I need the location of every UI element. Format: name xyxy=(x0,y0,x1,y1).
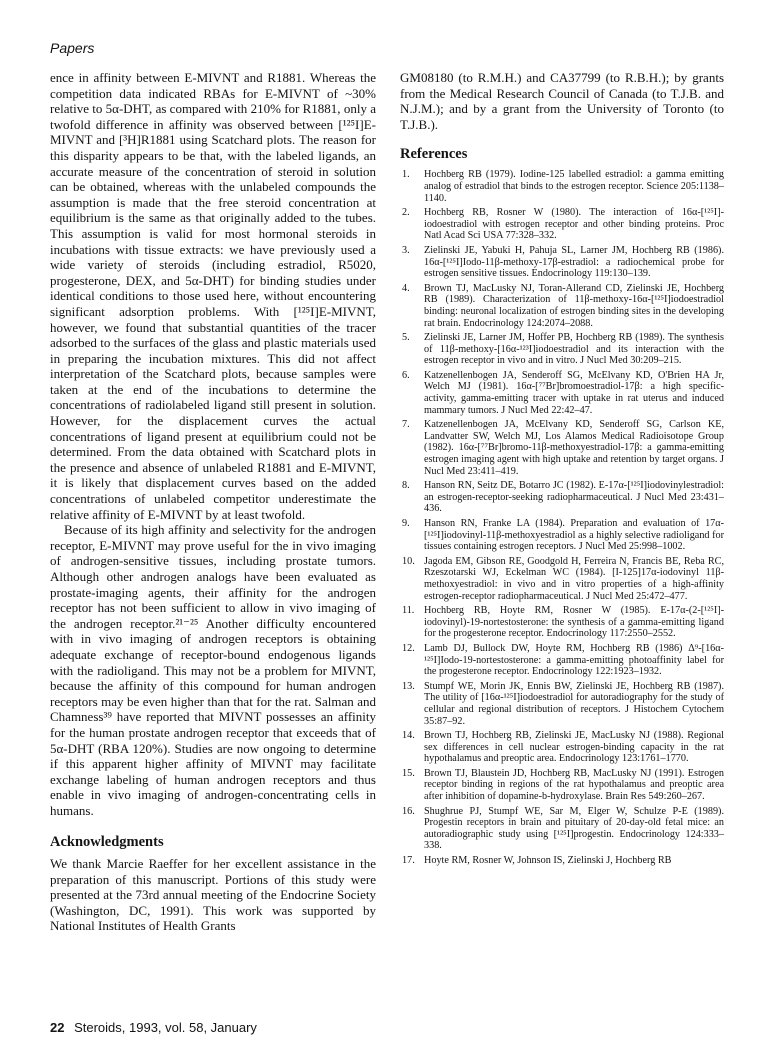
reference-number: 1. xyxy=(402,169,410,181)
reference-number: 12. xyxy=(402,642,415,654)
reference-item xyxy=(400,768,724,803)
reference-item xyxy=(400,518,724,553)
reference-item xyxy=(400,681,724,727)
reference-number: 10. xyxy=(402,555,415,567)
reference-item xyxy=(400,730,724,765)
discussion-paragraph-2: Because of its high affinity and selectivity for the androgen receptor, E-MIVNT may prove useful for the in vivo imaging of androgen-sensitive tissues, including prostate tumors. Although other androgen analogs have been evaluated as prostate-imaging agents, their affinity for the androgen receptor has not been sufficient to allow in vivo imaging of the androgen receptor.²¹⁻²⁵ Another difficulty encountered with in vivo imaging of androgen receptors is obtaining adequate exchange of receptor-bound endogenous ligands with the radioligand. This may not be a problem for MIVNT, because the affinity of this compound for human androgen receptors may be even higher than that for the rat. Salman and Chamness³⁹ have reported that MIVNT possesses an affinity for the human prostate androgen receptor that exceeds that of 5α-DHT (RBA 120%). Studies are now ongoing to determine if this apparent higher affinity of MIVNT may facilitate exchange labeling of human androgen receptors and thus enable in vivo imaging of androgen-concentrating cells in humans. xyxy=(50,522,376,818)
reference-text: Brown TJ, MacLusky NJ, Toran-Allerand CD, Zielinski JE, Hochberg RB (1989). Characterization of 11β-methoxy-16α-[¹²⁵I]iodoestradiol binding: neuronal localization of estrogen binding sites in the developing rat brain. Endocrinology 124:2074–2088. xyxy=(424,282,724,329)
reference-item xyxy=(400,370,724,416)
reference-number: 4. xyxy=(402,282,410,294)
reference-number: 13. xyxy=(402,680,415,692)
reference-number: 5. xyxy=(402,332,410,344)
reference-text: Hoyte RM, Rosner W, Johnson IS, Zielinski J, Hochberg RB xyxy=(424,855,672,867)
left-column xyxy=(50,70,376,934)
reference-list xyxy=(400,169,724,866)
reference-text: Hochberg RB, Rosner W (1980). The interaction of 16α-[¹²⁵I]-iodoestradiol with estrogen receptor and other binding proteins. Proc Natl Acad Sci USA 77:328–332. xyxy=(424,207,724,242)
reference-item xyxy=(400,605,724,640)
acknowledgments-heading: Acknowledgments xyxy=(50,833,164,850)
acknowledgments-text: We thank Marcie Raeffer for her excellent assistance in the preparation of this manuscript. Portions of this study were presented at the 73rd annual meeting of the Endocrine Society (Washington, DC, 1991). This work was supported by National Institutes of Health Grants xyxy=(50,856,376,934)
reference-item xyxy=(400,283,724,329)
reference-item xyxy=(400,169,724,204)
reference-text: Zielinski JE, Larner JM, Hoffer PB, Hochberg RB (1989). The synthesis of 11β-methoxy-[16α-¹²³I]iodoestradiol and its interaction with the estrogen receptor in vivo and in vitro. J Nucl Med 30:209–215. xyxy=(424,332,724,367)
reference-item xyxy=(400,332,724,367)
references-heading: References xyxy=(400,146,468,163)
reference-number: 14. xyxy=(402,730,415,742)
reference-number: 6. xyxy=(402,369,410,381)
right-column xyxy=(400,70,724,870)
reference-text: Jagoda EM, Gibson RE, Goodgold H, Ferreira N, Francis BE, Reba RC, Rzeszotarski WJ, Eckelman WC (1984). [I-125]17α-iodovinyl 11β-methoxyestradiol: in vivo and in vitro properties of a high-affinity estrogen-receptor radiopharmaceutical. J Nucl Med 25:472–477. xyxy=(424,555,724,602)
reference-item xyxy=(400,806,724,852)
section-label: Papers xyxy=(50,40,95,56)
discussion-paragraph-1: ence in affinity between E-MIVNT and R1881. Whereas the competition data indicated RBAs for E-MIVNT of ~30% relative to 5α-DHT, as compared with 210% for R1881, only a twofold difference in affinity was observed between [¹²⁵I]E-MIVNT and [³H]R1881 using Scatchard plots. The reason for this disparity appears to be that, with the labeled ligands, an accurate measure of the concentration of steroid in solution can be obtained, whereas with the unlabeled compounds the assumption is made that the free steroid concentration at equilibrium is the same as that originally added to the tubes. This assumption is valid for most hormonal steroids in incubations with tissue extracts: we have previously used a wide variety of steroids (including estradiol, R5020, progesterone, DEX, and 5α-DHT) for binding studies under identical conditions to those used here, without encountering significant adsorption problems. With [¹²⁵I]E-MIVNT, however, we found that substantial quantities of the tracer adsorbed to the surfaces of the glass and plastic materials used in preparing the incubation mixtures. This did not affect interpretation of the Scatchard plots, because samples were taken at the end of the incubations to determine the concentrations of radiolabeled ligand still present in solution. However, for the displacement curves the actual concentrations of ligand present at equilibrium could not be determined. From the data obtained with Scatchard plots in the presence and absence of unlabeled R1881 and E-MIVNT, it is likely that displacement curves based on the added concentrations of unlabeled competitor underestimate the relative affinity of E-MIVNT by at least twofold. xyxy=(50,70,376,522)
reference-text: Katzenellenbogen JA, McElvany KD, Senderoff SG, Carlson KE, Landvatter SW, Welch MJ, Los Alamos Medical Radioisotope Group (1982). 16α-[⁷⁷Br]bromo-11β-methoxyestradiol-17β: a gamma-emitting estrogen imaging agent with high uptake and retention by target organs. J Nucl Med 23:411–419. xyxy=(424,419,724,477)
reference-text: Brown TJ, Hochberg RB, Zielinski JE, MacLusky NJ (1988). Regional sex differences in cell nuclear estrogen-binding capacity in the rat hypothalamus and preoptic area. Endocrinology 123:1761–1770. xyxy=(424,730,724,765)
reference-item xyxy=(400,855,724,867)
reference-item xyxy=(400,419,724,477)
reference-number: 11. xyxy=(402,605,415,617)
reference-item xyxy=(400,643,724,678)
reference-number: 7. xyxy=(402,419,410,431)
reference-number: 17. xyxy=(402,855,415,867)
acknowledgments-continued: GM08180 (to R.M.H.) and CA37799 (to R.B.H.); by grants from the Medical Research Council of Canada (to T.J.B. and N.J.M.); and by a grant from the University of Toronto (to T.J.B.). xyxy=(400,70,724,132)
reference-number: 8. xyxy=(402,480,410,492)
reference-text: Hanson RN, Seitz DE, Botarro JC (1982). E-17α-[¹²⁵I]iodovinylestradiol: an estrogen-receptor-seeking radiopharmaceutical. J Nucl Med 23:431–436. xyxy=(424,480,724,515)
reference-text: Brown TJ, Blaustein JD, Hochberg RB, MacLusky NJ (1991). Estrogen receptor binding in regions of the rat hypothalamus and preoptic area after inhibition of dopamine-b-hydroxylase. Brain Res 549:260–267. xyxy=(424,767,724,803)
reference-text: Lamb DJ, Bullock DW, Hoyte RM, Hochberg RB (1986) Δ⁹-[16α-¹²⁵I]Iodo-19-nortestosterone: a gamma-emitting photoaffinity label for the progesterone receptor. Endocrinology 122:1923–1932. xyxy=(424,642,724,678)
reference-number: 3. xyxy=(402,244,410,256)
reference-item xyxy=(400,245,724,280)
reference-text: Hochberg RB, Hoyte RM, Rosner W (1985). E-17α-(2-[¹²⁵I]-iodovinyl)-19-nortestosterone: the synthesis of a gamma-emitting ligand for the progesterone receptor. Endocrinology 117:2550–2552. xyxy=(424,605,724,640)
journal-citation: Steroids, 1993, vol. 58, January xyxy=(74,1020,257,1035)
reference-number: 15. xyxy=(402,767,415,779)
reference-number: 9. xyxy=(402,518,410,529)
page-number: 22 xyxy=(50,1020,65,1035)
reference-item xyxy=(400,480,724,515)
reference-number: 16. xyxy=(402,805,415,817)
reference-text: Katzenellenbogen JA, Senderoff SG, McElvany KD, O'Brien HA Jr, Welch MJ (1981). 16α-[⁷⁷Br]bromoestradiol-17β: a high specific-activity, gamma-emitting tracer with uptake in rat uterus and induced mammary tumors. J Nucl Med 22:42–47. xyxy=(424,369,724,416)
page-footer xyxy=(50,1020,257,1035)
reference-item xyxy=(400,556,724,602)
reference-text: Shughrue PJ, Stumpf WE, Sar M, Elger W, Schulze P-E (1989). Progestin receptors in brain and pituitary of 20-day-old fetal mice: an autoradiographic study using [¹²⁵I]progestin. Endocrinology 124:333–338. xyxy=(424,805,724,852)
reference-text: Stumpf WE, Morin JK, Ennis BW, Zielinski JE, Hochberg RB (1987). The utility of [16α-¹²⁵I]iodoestradiol for autoradiography for the study of cellular and regional distribution of receptors. J Histochem Cytochem 35:87–92. xyxy=(424,680,724,727)
reference-text: Hanson RN, Franke LA (1984). Preparation and evaluation of 17α-[¹²⁵I]iodovinyl-11β-methoxyestradiol as a highly selective radioligand for tissues containing estrogen receptors. J Nucl Med 25:998–1002. xyxy=(424,518,724,553)
reference-text: Hochberg RB (1979). Iodine-125 labelled estradiol: a gamma emitting analog of estradiol that binds to the estrogen receptor. Science 205:1138–1140. xyxy=(424,169,724,204)
reference-item xyxy=(400,207,724,242)
reference-number: 2. xyxy=(402,207,410,219)
reference-text: Zielinski JE, Yabuki H, Pahuja SL, Larner JM, Hochberg RB (1986). 16α-[¹²⁵I]Iodo-11β-methoxy-17β-estradiol: a radiochemical probe for estrogen sensitive tissues. Endocrinology 119:130–139. xyxy=(424,244,724,280)
